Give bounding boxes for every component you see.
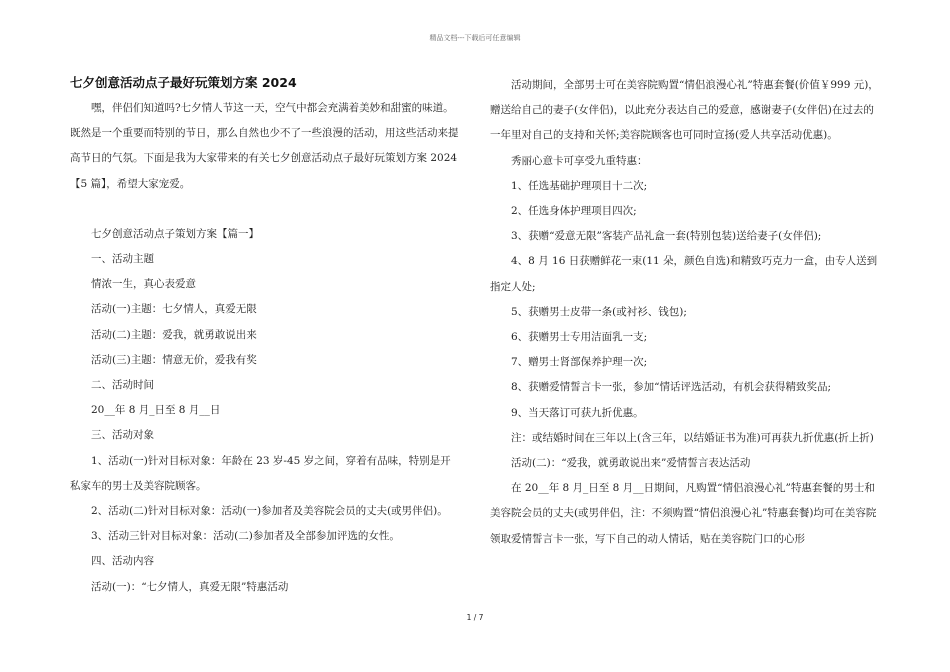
intro-paragraph: 嘿，伴侣们知道吗?七夕情人节这一天，空气中都会充满着美妙和甜蜜的味道。既然是一个重要而特别的节日，那么自然也少不了一些浪漫的活动，用这些活动来提高节日的气氛。下面是我为大家带来的有关七夕创意活动点子最好玩策划方案 2024【5 篇】，希望大家宠爱。 xyxy=(70,102,459,190)
paragraph: 活动(一)主题：七夕情人，真爱无限 xyxy=(91,303,257,316)
paragraph: 活动(一)：“七夕情人，真爱无限”特惠活动 xyxy=(91,580,289,593)
page-number: 1 / 7 xyxy=(466,613,484,622)
paragraph: 四、活动内容 xyxy=(91,555,154,568)
paragraph: 9、当天落订可获九折优惠。 xyxy=(511,406,644,419)
paragraph: 活动(二)：“爱我，就勇敢说出来”爱情誓言表达活动 xyxy=(511,457,751,470)
paragraph: 活动期间，全部男士可在美容院购置“情侣浪漫心礼”特惠套餐(价值￥999 元)，赠送给自己的妻子(女伴侣)，以此充分表达自己的爱意，感谢妻子(女伴侣)在过去的一年里对自己的支持和关怀;美容院顾客也可同时宣扬(爱人共享活动优惠)。 xyxy=(490,79,879,142)
paragraph: 1、任选基础护理项目十二次; xyxy=(511,179,648,192)
paragraph: 1、活动(一)针对目标对象：年龄在 23 岁-45 岁之间，穿着有品味，特别是开私家车的男士及美容院顾客。 xyxy=(70,454,451,492)
paragraph: 二、活动时间 xyxy=(91,379,154,392)
paragraph: 在 20__年 8 月_日至 8 月__日期间，凡购置“情侣浪漫心礼”特惠套餐的男士和美容院会员的丈夫(或男伴侣，注：不须购置“情侣浪漫心礼”特惠套餐)均可在美容院领取爱情誓言卡一张，写下自己的动人情话，贴在美容院门口的心形 xyxy=(490,482,877,545)
blank-line xyxy=(70,197,460,222)
paragraph: 2、活动(二)针对目标对象：活动(一)参加者及美容院会员的丈夫(或男伴侣)。 xyxy=(91,505,448,518)
paragraph: 6、获赠男士专用洁面乳一支; xyxy=(511,331,648,344)
section-heading: 七夕创意活动点子策划方案【篇一】 xyxy=(91,227,259,240)
right-column xyxy=(490,73,880,552)
paragraph: 3、获赠“爱意无限”客装产品礼盒一套(特别包装)送给妻子(女伴侣); xyxy=(511,230,822,243)
paragraph: 2、任选身体护理项目四次; xyxy=(511,205,637,218)
paragraph: 20__年 8 月_日至 8 月__日 xyxy=(91,404,221,417)
paragraph: 三、活动对象 xyxy=(91,429,154,442)
paragraph: 3、活动三针对目标对象：活动(二)参加者及全部参加评选的女性。 xyxy=(91,530,400,543)
paragraph: 活动(三)主题：情意无价，爱我有奖 xyxy=(91,353,257,366)
left-column xyxy=(70,73,460,600)
paragraph: 活动(二)主题：爱我，就勇敢说出来 xyxy=(91,328,257,341)
paragraph: 5、获赠男士皮带一条(或衬衫、钱包); xyxy=(511,305,687,318)
paragraph: 注：或结婚时间在三年以上(含三年，以结婚证书为准)可再获九折优惠(折上折) xyxy=(511,431,874,444)
paragraph: 一、活动主题 xyxy=(91,253,154,266)
paragraph: 秀丽心意卡可享受九重特惠： xyxy=(511,154,648,167)
paragraph: 情浓一生，真心表爱意 xyxy=(91,278,196,291)
paragraph: 8、获赠爱情誓言卡一张，参加“情话评选活动，有机会获得精致奖品; xyxy=(511,381,832,394)
document-title: 七夕创意活动点子最好玩策划方案 2024 xyxy=(70,75,297,90)
page-header: 精品文档---下载后可任意编辑 xyxy=(429,34,521,42)
paragraph: 4、8 月 16 日获赠鲜花一束(11 朵，颜色自选)和精致巧克力一盒，由专人送到指定人处; xyxy=(490,255,878,293)
paragraph: 7、赠男士肾部保养护理一次; xyxy=(511,356,648,369)
